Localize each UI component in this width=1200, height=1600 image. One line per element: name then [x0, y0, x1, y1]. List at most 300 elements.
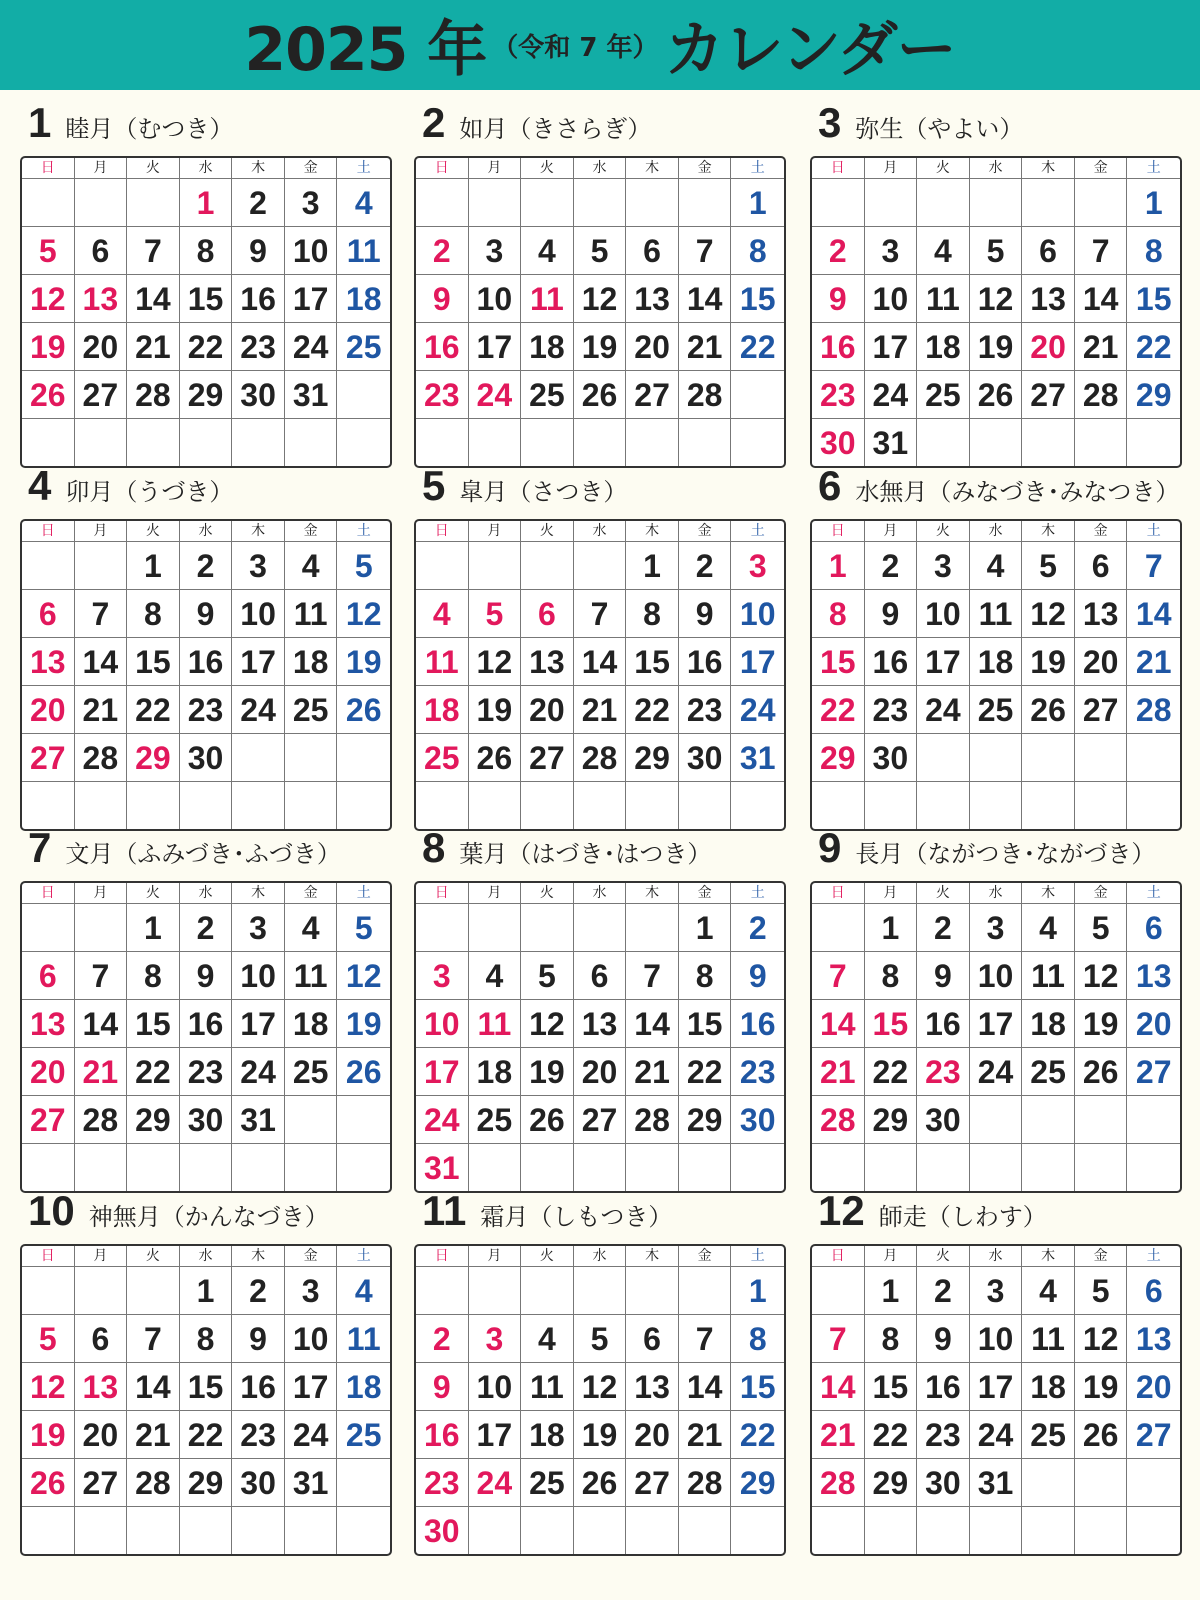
day-cell: 29	[679, 1096, 732, 1144]
day-cell: 31	[232, 1096, 285, 1144]
day-cell: 29	[1127, 371, 1180, 419]
weekday-header: 火	[127, 158, 180, 179]
empty-cell	[812, 904, 865, 952]
day-cell: 28	[679, 371, 732, 419]
day-cell: 6	[1075, 542, 1128, 590]
day-cell: 21	[1075, 323, 1128, 371]
empty-cell	[521, 179, 574, 227]
day-cell: 16	[865, 638, 918, 686]
weekday-header: 日	[22, 521, 75, 542]
weekday-header: 日	[812, 1246, 865, 1267]
day-cell: 27	[1075, 686, 1128, 734]
day-cell: 19	[469, 686, 522, 734]
empty-cell	[679, 419, 732, 466]
day-cell: 8	[180, 227, 233, 275]
day-cell: 30	[917, 1096, 970, 1144]
day-cell: 10	[416, 1000, 469, 1048]
day-cell: 1	[865, 904, 918, 952]
day-cell: 28	[1127, 686, 1180, 734]
month-grid	[20, 881, 392, 1193]
day-cell: 16	[917, 1363, 970, 1411]
calendar-header	[0, 0, 1200, 90]
month-grid	[810, 519, 1182, 831]
day-cell: 14	[574, 638, 627, 686]
day-cell: 18	[285, 1000, 338, 1048]
empty-cell	[731, 1507, 784, 1554]
empty-cell	[812, 1507, 865, 1554]
day-cell: 18	[1022, 1000, 1075, 1048]
day-cell: 5	[337, 542, 390, 590]
day-cell: 25	[521, 1459, 574, 1507]
day-cell: 3	[469, 227, 522, 275]
day-cell: 28	[812, 1096, 865, 1144]
day-cell: 26	[1075, 1048, 1128, 1096]
day-cell: 21	[574, 686, 627, 734]
weekday-header: 水	[574, 521, 627, 542]
weekday-header: 金	[679, 158, 732, 179]
day-cell: 16	[180, 638, 233, 686]
day-cell: 11	[416, 638, 469, 686]
weekday-header: 月	[469, 521, 522, 542]
weekday-header: 金	[1075, 521, 1128, 542]
day-cell: 24	[469, 1459, 522, 1507]
day-cell: 12	[337, 952, 390, 1000]
day-cell: 22	[127, 1048, 180, 1096]
day-cell: 3	[232, 542, 285, 590]
weekday-header: 日	[812, 521, 865, 542]
month-block	[810, 1187, 1182, 1556]
day-cell: 14	[679, 275, 732, 323]
day-cell: 28	[626, 1096, 679, 1144]
day-cell: 12	[469, 638, 522, 686]
day-cell: 30	[812, 419, 865, 466]
day-cell: 13	[626, 275, 679, 323]
day-cell: 11	[337, 227, 390, 275]
day-cell: 24	[285, 1411, 338, 1459]
empty-cell	[917, 419, 970, 466]
day-cell: 3	[285, 179, 338, 227]
day-cell: 23	[731, 1048, 784, 1096]
empty-cell	[127, 419, 180, 466]
day-cell: 4	[285, 904, 338, 952]
month-block	[414, 462, 786, 831]
day-cell: 20	[1075, 638, 1128, 686]
day-cell: 25	[337, 1411, 390, 1459]
empty-cell	[232, 419, 285, 466]
day-cell: 21	[1127, 638, 1180, 686]
day-cell: 14	[75, 1000, 128, 1048]
day-cell: 7	[1075, 227, 1128, 275]
empty-cell	[917, 179, 970, 227]
day-cell: 14	[626, 1000, 679, 1048]
day-cell: 12	[574, 275, 627, 323]
weekday-header: 月	[865, 883, 918, 904]
empty-cell	[626, 1144, 679, 1191]
month-grid	[20, 519, 392, 831]
empty-cell	[469, 782, 522, 829]
month-block	[810, 99, 1182, 468]
day-cell: 9	[232, 227, 285, 275]
empty-cell	[679, 179, 732, 227]
day-cell: 30	[917, 1459, 970, 1507]
month-block	[414, 99, 786, 468]
day-cell: 6	[75, 1315, 128, 1363]
day-cell: 10	[865, 275, 918, 323]
day-cell: 22	[1127, 323, 1180, 371]
day-cell: 9	[416, 1363, 469, 1411]
empty-cell	[574, 419, 627, 466]
day-cell: 24	[232, 686, 285, 734]
day-cell: 5	[469, 590, 522, 638]
day-cell: 22	[731, 1411, 784, 1459]
month-number: 5	[422, 462, 446, 509]
day-cell: 24	[731, 686, 784, 734]
weekday-header: 金	[679, 521, 732, 542]
day-cell: 15	[127, 1000, 180, 1048]
day-cell: 1	[812, 542, 865, 590]
empty-cell	[285, 1507, 338, 1554]
day-cell: 29	[626, 734, 679, 782]
weekday-header: 土	[731, 1246, 784, 1267]
empty-cell	[127, 179, 180, 227]
empty-cell	[232, 1144, 285, 1191]
day-cell: 17	[731, 638, 784, 686]
day-cell: 24	[469, 371, 522, 419]
month-title	[810, 1187, 1182, 1234]
weekday-header: 土	[731, 521, 784, 542]
empty-cell	[127, 1267, 180, 1315]
day-cell: 25	[416, 734, 469, 782]
weekday-header: 土	[337, 521, 390, 542]
weekday-header: 土	[337, 883, 390, 904]
day-cell: 17	[469, 1411, 522, 1459]
weekday-header: 木	[232, 521, 285, 542]
day-cell: 25	[917, 371, 970, 419]
empty-cell	[731, 371, 784, 419]
day-cell: 29	[812, 734, 865, 782]
day-cell: 22	[679, 1048, 732, 1096]
empty-cell	[75, 904, 128, 952]
day-cell: 31	[285, 1459, 338, 1507]
day-cell: 29	[731, 1459, 784, 1507]
weekday-header: 日	[812, 883, 865, 904]
empty-cell	[337, 371, 390, 419]
day-cell: 23	[232, 1411, 285, 1459]
month-number: 1	[28, 99, 52, 146]
empty-cell	[416, 179, 469, 227]
month-name: 水無月（みなづき･みなつき）	[855, 478, 1180, 506]
day-cell: 17	[285, 275, 338, 323]
weekday-header: 木	[1022, 1246, 1075, 1267]
empty-cell	[1127, 782, 1180, 829]
day-cell: 18	[337, 275, 390, 323]
weekday-header: 水	[970, 158, 1023, 179]
weekday-header: 水	[180, 521, 233, 542]
day-cell: 5	[337, 904, 390, 952]
day-cell: 30	[180, 734, 233, 782]
day-cell: 2	[812, 227, 865, 275]
day-cell: 30	[731, 1096, 784, 1144]
weekday-header: 月	[865, 521, 918, 542]
weekday-header: 金	[285, 158, 338, 179]
empty-cell	[416, 419, 469, 466]
empty-cell	[731, 419, 784, 466]
month-title	[810, 462, 1182, 509]
empty-cell	[1075, 734, 1128, 782]
weekday-header: 火	[521, 158, 574, 179]
day-cell: 11	[1022, 1315, 1075, 1363]
month-grid	[810, 156, 1182, 468]
day-cell: 18	[521, 323, 574, 371]
empty-cell	[521, 1267, 574, 1315]
day-cell: 26	[574, 1459, 627, 1507]
day-cell: 30	[416, 1507, 469, 1554]
empty-cell	[1022, 179, 1075, 227]
month-number: 6	[818, 462, 842, 509]
day-cell: 3	[232, 904, 285, 952]
day-cell: 26	[970, 371, 1023, 419]
day-cell: 1	[679, 904, 732, 952]
day-cell: 16	[232, 1363, 285, 1411]
month-number: 10	[28, 1187, 75, 1234]
day-cell: 8	[731, 1315, 784, 1363]
weekday-header: 火	[917, 158, 970, 179]
weekday-header: 金	[679, 883, 732, 904]
day-cell: 23	[180, 1048, 233, 1096]
month-name: 長月（ながつき･ながづき）	[855, 840, 1156, 868]
day-cell: 21	[127, 1411, 180, 1459]
day-cell: 14	[812, 1363, 865, 1411]
empty-cell	[626, 1507, 679, 1554]
day-cell: 20	[1127, 1363, 1180, 1411]
month-block	[20, 824, 392, 1193]
empty-cell	[1022, 419, 1075, 466]
empty-cell	[416, 542, 469, 590]
empty-cell	[970, 734, 1023, 782]
day-cell: 22	[180, 1411, 233, 1459]
day-cell: 7	[812, 952, 865, 1000]
day-cell: 10	[970, 1315, 1023, 1363]
day-cell: 3	[970, 1267, 1023, 1315]
empty-cell	[180, 1507, 233, 1554]
empty-cell	[574, 782, 627, 829]
day-cell: 17	[865, 323, 918, 371]
day-cell: 10	[469, 1363, 522, 1411]
month-title	[414, 99, 786, 146]
day-cell: 6	[1022, 227, 1075, 275]
day-cell: 12	[337, 590, 390, 638]
empty-cell	[75, 1144, 128, 1191]
day-cell: 15	[812, 638, 865, 686]
header-year: 2025 年	[244, 15, 487, 85]
day-cell: 28	[127, 1459, 180, 1507]
day-cell: 31	[731, 734, 784, 782]
empty-cell	[75, 782, 128, 829]
day-cell: 16	[232, 275, 285, 323]
empty-cell	[970, 179, 1023, 227]
empty-cell	[180, 782, 233, 829]
day-cell: 1	[865, 1267, 918, 1315]
day-cell: 5	[1075, 1267, 1128, 1315]
day-cell: 19	[337, 638, 390, 686]
day-cell: 14	[1127, 590, 1180, 638]
day-cell: 27	[1022, 371, 1075, 419]
weekday-header: 木	[626, 883, 679, 904]
day-cell: 29	[865, 1459, 918, 1507]
weekday-header: 土	[337, 1246, 390, 1267]
weekday-header: 木	[1022, 158, 1075, 179]
day-cell: 30	[180, 1096, 233, 1144]
day-cell: 16	[731, 1000, 784, 1048]
weekday-header: 月	[75, 521, 128, 542]
day-cell: 7	[679, 1315, 732, 1363]
day-cell: 4	[970, 542, 1023, 590]
day-cell: 20	[1022, 323, 1075, 371]
empty-cell	[22, 1267, 75, 1315]
day-cell: 28	[812, 1459, 865, 1507]
empty-cell	[469, 542, 522, 590]
day-cell: 13	[75, 275, 128, 323]
day-cell: 2	[180, 542, 233, 590]
day-cell: 4	[469, 952, 522, 1000]
day-cell: 4	[917, 227, 970, 275]
day-cell: 25	[970, 686, 1023, 734]
day-cell: 16	[812, 323, 865, 371]
day-cell: 5	[1022, 542, 1075, 590]
month-title	[414, 1187, 786, 1234]
day-cell: 6	[75, 227, 128, 275]
day-cell: 9	[917, 952, 970, 1000]
day-cell: 9	[232, 1315, 285, 1363]
day-cell: 6	[1127, 1267, 1180, 1315]
empty-cell	[865, 1144, 918, 1191]
day-cell: 10	[970, 952, 1023, 1000]
day-cell: 16	[416, 1411, 469, 1459]
day-cell: 27	[75, 371, 128, 419]
day-cell: 6	[1127, 904, 1180, 952]
weekday-header: 水	[574, 883, 627, 904]
day-cell: 26	[22, 371, 75, 419]
empty-cell	[1127, 1459, 1180, 1507]
empty-cell	[22, 179, 75, 227]
weekday-header: 日	[416, 883, 469, 904]
day-cell: 21	[75, 1048, 128, 1096]
day-cell: 15	[731, 275, 784, 323]
day-cell: 9	[917, 1315, 970, 1363]
day-cell: 24	[285, 323, 338, 371]
empty-cell	[416, 1267, 469, 1315]
empty-cell	[285, 419, 338, 466]
month-grid	[414, 1244, 786, 1556]
empty-cell	[521, 782, 574, 829]
day-cell: 23	[416, 1459, 469, 1507]
empty-cell	[521, 1507, 574, 1554]
day-cell: 4	[416, 590, 469, 638]
day-cell: 25	[1022, 1411, 1075, 1459]
empty-cell	[574, 179, 627, 227]
day-cell: 12	[521, 1000, 574, 1048]
day-cell: 8	[127, 952, 180, 1000]
empty-cell	[337, 1096, 390, 1144]
weekday-header: 水	[574, 1246, 627, 1267]
day-cell: 3	[731, 542, 784, 590]
day-cell: 3	[416, 952, 469, 1000]
weekday-header: 火	[521, 521, 574, 542]
weekday-header: 火	[127, 1246, 180, 1267]
day-cell: 1	[180, 1267, 233, 1315]
month-number: 12	[818, 1187, 865, 1234]
day-cell: 7	[75, 952, 128, 1000]
empty-cell	[75, 1507, 128, 1554]
day-cell: 13	[521, 638, 574, 686]
empty-cell	[1022, 1459, 1075, 1507]
day-cell: 30	[679, 734, 732, 782]
day-cell: 11	[469, 1000, 522, 1048]
empty-cell	[285, 1144, 338, 1191]
day-cell: 24	[232, 1048, 285, 1096]
weekday-header: 日	[416, 521, 469, 542]
empty-cell	[1127, 419, 1180, 466]
empty-cell	[180, 419, 233, 466]
empty-cell	[337, 1144, 390, 1191]
month-block	[20, 99, 392, 468]
day-cell: 5	[521, 952, 574, 1000]
day-cell: 9	[731, 952, 784, 1000]
day-cell: 1	[626, 542, 679, 590]
empty-cell	[22, 1507, 75, 1554]
day-cell: 13	[22, 638, 75, 686]
day-cell: 1	[180, 179, 233, 227]
day-cell: 7	[127, 1315, 180, 1363]
weekday-header: 土	[731, 883, 784, 904]
weekday-header: 月	[469, 158, 522, 179]
day-cell: 19	[574, 323, 627, 371]
day-cell: 7	[574, 590, 627, 638]
empty-cell	[574, 1507, 627, 1554]
empty-cell	[232, 782, 285, 829]
day-cell: 22	[812, 686, 865, 734]
day-cell: 18	[285, 638, 338, 686]
month-number: 2	[422, 99, 446, 146]
empty-cell	[469, 179, 522, 227]
month-name: 文月（ふみづき･ふづき）	[65, 840, 341, 868]
day-cell: 5	[1075, 904, 1128, 952]
day-cell: 14	[812, 1000, 865, 1048]
day-cell: 19	[521, 1048, 574, 1096]
month-name: 皐月（さつき）	[459, 478, 628, 506]
day-cell: 2	[865, 542, 918, 590]
day-cell: 28	[127, 371, 180, 419]
empty-cell	[337, 734, 390, 782]
empty-cell	[1022, 734, 1075, 782]
day-cell: 10	[285, 1315, 338, 1363]
day-cell: 17	[970, 1363, 1023, 1411]
day-cell: 28	[679, 1459, 732, 1507]
day-cell: 22	[731, 323, 784, 371]
empty-cell	[1075, 782, 1128, 829]
day-cell: 15	[865, 1363, 918, 1411]
weekday-header: 月	[865, 1246, 918, 1267]
day-cell: 6	[22, 952, 75, 1000]
empty-cell	[180, 1144, 233, 1191]
weekday-header: 水	[574, 158, 627, 179]
empty-cell	[469, 1267, 522, 1315]
day-cell: 20	[22, 1048, 75, 1096]
weekday-header: 金	[285, 521, 338, 542]
weekday-header: 水	[970, 883, 1023, 904]
empty-cell	[22, 1144, 75, 1191]
day-cell: 15	[626, 638, 679, 686]
